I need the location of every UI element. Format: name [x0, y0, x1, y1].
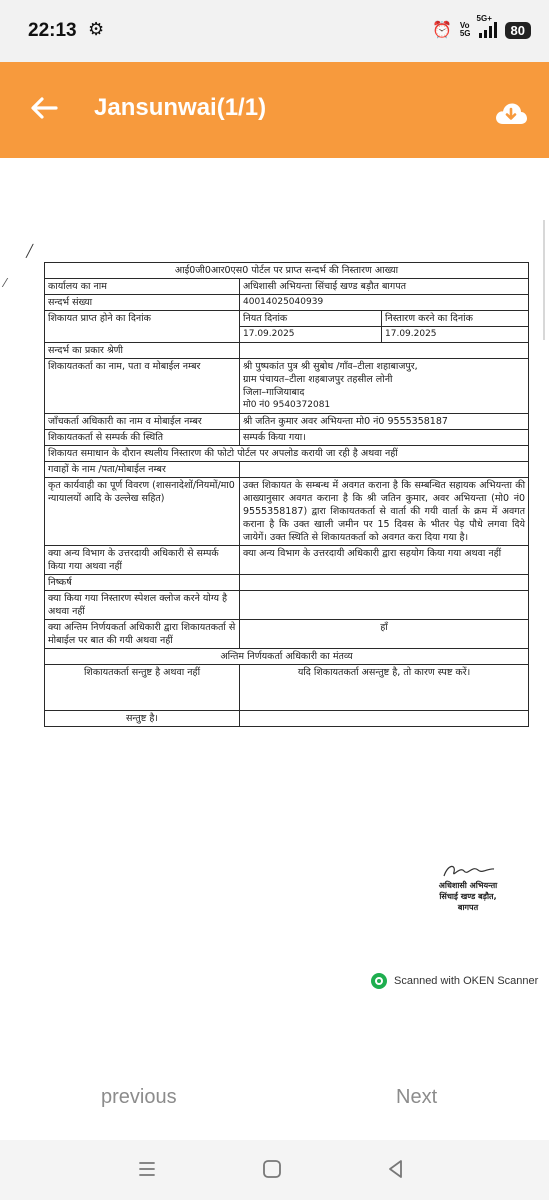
satisfied-label: शिकायतकर्ता सन्तुष्ट है अथवा नहीं: [45, 665, 240, 711]
oken-scanner-icon: [370, 972, 388, 990]
signal-icon: [476, 14, 497, 38]
ref-no-value: 40014025040939: [240, 295, 529, 311]
signature-block: [418, 862, 518, 913]
scanner-watermark: [370, 972, 538, 990]
received-date: 17.09.2025: [240, 327, 382, 343]
volte-indicator: [460, 22, 471, 38]
disposal-label: निस्तारण करने का दिनांक: [382, 311, 529, 327]
volte-bottom: 5G: [459, 29, 471, 38]
other-dept-label: क्या अन्य विभाग के उत्तरदायी अधिकारी से सम्पर्क किया गया अथवा नहीं: [45, 546, 240, 575]
download-button[interactable]: [494, 98, 528, 128]
system-nav-bar: [0, 1140, 549, 1200]
satisfied-value: सन्तुष्ट है।: [45, 711, 240, 727]
special-close-value: [240, 591, 529, 620]
signature-place: बागपत: [457, 903, 479, 912]
unsatisfied-label: यदि शिकायतकर्ता असन्तुष्ट है, तो कारण स्पष्ट करें।: [240, 665, 529, 711]
final-call-label: क्या अन्तिम निर्णयकर्ता अधिकारी द्वारा शिकायतकर्ता से मोबाईल पर बात की गयी अथवा नहीं: [45, 620, 240, 649]
battery-level: 80: [505, 22, 531, 39]
system-back-button[interactable]: [383, 1156, 409, 1182]
complainant-line: ग्राम पंचायत–टीला शहबाजपुर तहसील लोनी: [243, 374, 393, 385]
page-edge: [543, 220, 545, 340]
witness-label: गवाहों के नाम /पता/मोबाईल नम्बर: [45, 462, 240, 478]
action-label: कृत कार्यवाही का पूर्ण विवरण (शासनादेशों/नियमों/मा0 न्यायालयों आदि के उल्लेख सहित): [45, 478, 240, 546]
home-button[interactable]: [259, 1156, 285, 1182]
unsatisfied-value: [240, 711, 529, 727]
app-bar: [0, 62, 549, 158]
complainant-value: [240, 359, 529, 414]
category-label: सन्दर्भ का प्रकार श्रेणी: [45, 343, 240, 359]
back-button[interactable]: [26, 90, 62, 126]
back-icon: [383, 1156, 409, 1182]
action-value: उक्त शिकायत के सम्बन्ध में अवगत कराना है कि सम्बन्धित सहायक अभियन्ता की आख्यानुसार अवगत कराना है कि श्री जतिन कुमार, अवर अभियन्ता (मो0 नं0 9555358187) द्वारा शिकायतकर्ता से वार्ता की गयी वार्ता के क्रम में अवगत कराना है कि उक्त खाली जमीन पर 15 दिवस के भीतर पेड़ पौधे लगवा दिये जायेगें। उक्त स्थिति से शिकायतकर्ता को अवगत करा दिया गया है।: [240, 478, 529, 546]
scanned-text: Scanned with OKEN Scanner: [394, 975, 539, 987]
conclusion-label: निष्कर्ष: [45, 575, 240, 591]
category-value: [240, 343, 529, 359]
complainant-line: जिला–गाजियाबाद: [243, 387, 305, 398]
office-value: अधिशासी अभियन्ता सिंचाई खण्ड बड़ौत बागपत: [240, 279, 529, 295]
next-button[interactable]: Next: [396, 1086, 438, 1108]
arrow-left-icon: [26, 90, 62, 126]
officer-value: श्री जतिन कुमार अवर अभियन्ता मो0 नं0 9555358187: [240, 414, 529, 430]
ref-no-label: सन्दर्भ संख्या: [45, 295, 240, 311]
alarm-icon: ⏰: [431, 22, 452, 39]
volte-top: Vo: [459, 21, 470, 30]
complainant-label: शिकायतकर्ता का नाम, पता व मोबाईल नम्बर: [45, 359, 240, 414]
home-icon: [259, 1156, 285, 1182]
status-time: 22:13: [28, 20, 77, 41]
menu-icon: [134, 1156, 160, 1182]
office-label: कार्यालय का नाम: [45, 279, 240, 295]
signature-office: सिंचाई खण्ड बड़ौत,: [439, 892, 497, 901]
app-title: Jansunwai(1/1): [94, 94, 267, 121]
opinion-heading: अन्तिम निर्णयकर्ता अधिकारी का मंतव्य: [45, 649, 529, 665]
status-icons: [431, 14, 531, 40]
photo-label: शिकायत समाधान के दौरान स्थलीय निस्तारण की फोटो पोर्टल पर अपलोड करायी जा रही है अथवा नहीं: [45, 446, 529, 462]
disposal-date: 17.09.2025: [382, 327, 529, 343]
other-dept-value: क्या अन्य विभाग के उत्तरदायी अधिकारी द्वारा सहयोग किया गया अथवा नहीं: [240, 546, 529, 575]
network-type: 5G+: [476, 14, 492, 23]
witness-value: [240, 462, 529, 478]
complainant-line: श्री पुष्पकांत पुत्र श्री सुबोध /गाँव–टीला शहाबाजपुर,: [243, 361, 418, 372]
conclusion-value: [240, 575, 529, 591]
recent-apps-button[interactable]: [134, 1156, 160, 1182]
special-close-label: क्या किया गया निस्तारण स्पेशल क्लोज करने योग्य है अथवा नहीं: [45, 591, 240, 620]
due-label: नियत दिनांक: [240, 311, 382, 327]
signature-title: अधिशासी अभियन्ता: [438, 881, 498, 890]
scan-mark: ╱: [26, 244, 34, 258]
status-bar: [0, 0, 549, 62]
complainant-line: मो0 नं0 9540372081: [243, 400, 331, 410]
officer-label: जाँचकर्ता अधिकारी का नाम व मोबाईल नम्बर: [45, 414, 240, 430]
received-label: शिकायत प्राप्त होने का दिनांक: [45, 311, 240, 343]
report-table: [44, 262, 529, 727]
signature-scribble: [438, 862, 498, 880]
report-heading: आई0जी0आर0एस0 पोर्टल पर प्राप्त सन्दर्भ की निस्तारण आख्या: [45, 263, 529, 279]
scan-mark: ⁄: [4, 276, 7, 290]
gear-icon: ⚙: [88, 19, 105, 40]
final-call-value: हाँ: [240, 620, 529, 649]
previous-button[interactable]: previous: [101, 1086, 177, 1108]
contact-value: सम्पर्क किया गया।: [240, 430, 529, 446]
contact-label: शिकायतकर्ता से सम्पर्क की स्थिति: [45, 430, 240, 446]
cloud-download-icon: [494, 98, 528, 128]
